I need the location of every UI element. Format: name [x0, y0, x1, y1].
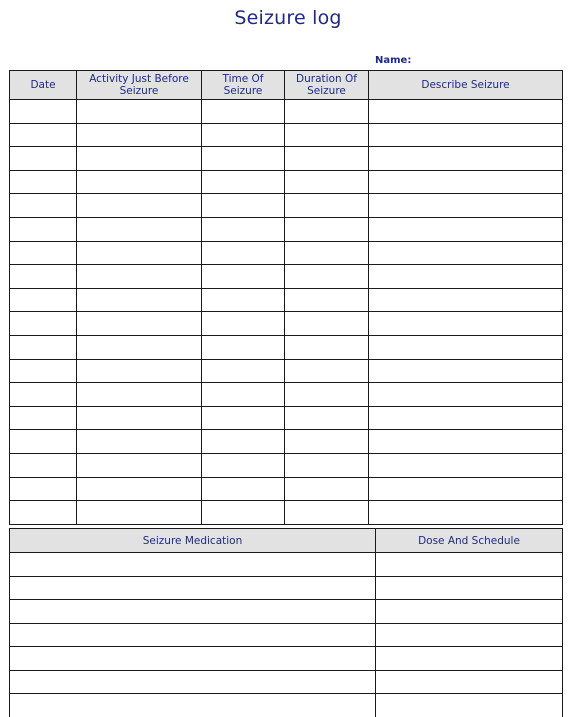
medication-entry-cell[interactable]	[10, 600, 376, 624]
medication-entry-cell[interactable]	[376, 670, 563, 694]
log-entry-cell[interactable]	[10, 100, 77, 124]
log-entry-cell[interactable]	[369, 430, 563, 454]
log-entry-cell[interactable]	[285, 147, 369, 171]
log-entry-row	[10, 430, 563, 454]
log-entry-cell[interactable]	[369, 335, 563, 359]
log-entry-cell[interactable]	[369, 477, 563, 501]
log-entry-cell[interactable]	[202, 453, 285, 477]
log-entry-row	[10, 359, 563, 383]
log-entry-cell[interactable]	[77, 406, 202, 430]
log-entry-cell[interactable]	[77, 241, 202, 265]
log-entry-cell[interactable]	[285, 123, 369, 147]
log-entry-cell[interactable]	[77, 100, 202, 124]
log-entry-cell[interactable]	[202, 383, 285, 407]
log-entry-row	[10, 335, 563, 359]
medication-table	[9, 528, 563, 717]
log-entry-cell[interactable]	[10, 406, 77, 430]
log-entry-cell[interactable]	[202, 335, 285, 359]
log-entry-row	[10, 123, 563, 147]
medication-body	[10, 553, 563, 717]
log-entry-cell[interactable]	[202, 217, 285, 241]
log-entry-cell[interactable]	[77, 501, 202, 525]
log-entry-cell[interactable]	[10, 359, 77, 383]
log-entry-cell[interactable]	[285, 288, 369, 312]
log-entry-cell[interactable]	[10, 453, 77, 477]
duration-header: Duration Of Seizure	[285, 71, 369, 100]
log-entry-cell[interactable]	[285, 477, 369, 501]
medication-entry-cell[interactable]	[376, 647, 563, 671]
log-entry-cell[interactable]	[10, 217, 77, 241]
medication-entry-cell[interactable]	[10, 647, 376, 671]
log-entry-cell[interactable]	[77, 217, 202, 241]
log-entry-cell[interactable]	[10, 123, 77, 147]
medication-entry-cell[interactable]	[376, 553, 563, 577]
log-entry-cell[interactable]	[202, 265, 285, 289]
log-entry-cell[interactable]	[10, 312, 77, 336]
log-entry-cell[interactable]	[202, 430, 285, 454]
log-entry-cell[interactable]	[285, 194, 369, 218]
medication-entry-cell[interactable]	[10, 576, 376, 600]
log-entry-cell[interactable]	[77, 123, 202, 147]
log-entry-cell[interactable]	[369, 359, 563, 383]
log-entry-row	[10, 453, 563, 477]
medication-entry-cell[interactable]	[376, 623, 563, 647]
log-entry-cell[interactable]	[285, 430, 369, 454]
log-entry-cell[interactable]	[202, 100, 285, 124]
log-entry-cell[interactable]	[369, 383, 563, 407]
log-entry-cell[interactable]	[369, 453, 563, 477]
medication-entry-row	[10, 623, 563, 647]
log-entry-cell[interactable]	[202, 359, 285, 383]
name-label: Name:	[375, 55, 411, 66]
log-entry-cell[interactable]	[10, 383, 77, 407]
log-entry-cell[interactable]	[369, 501, 563, 525]
log-entry-row	[10, 312, 563, 336]
log-entry-cell[interactable]	[369, 147, 563, 171]
log-entry-cell[interactable]	[285, 453, 369, 477]
log-entry-cell[interactable]	[369, 123, 563, 147]
log-entry-row	[10, 383, 563, 407]
log-entry-row	[10, 217, 563, 241]
log-entry-cell[interactable]	[369, 100, 563, 124]
log-entry-row	[10, 288, 563, 312]
log-entry-cell[interactable]	[77, 430, 202, 454]
medication-entry-cell[interactable]	[10, 694, 376, 717]
medication-header-row	[10, 529, 563, 553]
log-entry-cell[interactable]	[77, 170, 202, 194]
describe-seizure-header: Describe Seizure	[369, 71, 563, 100]
medication-entry-row	[10, 576, 563, 600]
log-entry-cell[interactable]	[10, 170, 77, 194]
log-entry-cell[interactable]	[202, 241, 285, 265]
log-entry-cell[interactable]	[285, 383, 369, 407]
log-entry-cell[interactable]	[369, 406, 563, 430]
log-entry-cell[interactable]	[285, 170, 369, 194]
log-entry-cell[interactable]	[369, 312, 563, 336]
medication-entry-cell[interactable]	[10, 553, 376, 577]
log-entry-cell[interactable]	[10, 430, 77, 454]
log-header-row	[10, 71, 563, 100]
page-title: Seizure log	[0, 7, 570, 29]
log-entry-cell[interactable]	[369, 288, 563, 312]
log-entry-cell[interactable]	[10, 265, 77, 289]
log-entry-cell[interactable]	[77, 265, 202, 289]
log-entry-cell[interactable]	[369, 217, 563, 241]
log-entry-row	[10, 100, 563, 124]
time-of-seizure-header: Time Of Seizure	[202, 71, 285, 100]
log-entry-cell[interactable]	[369, 265, 563, 289]
log-entry-cell[interactable]	[285, 335, 369, 359]
log-entry-cell[interactable]	[10, 288, 77, 312]
medication-entry-cell[interactable]	[376, 576, 563, 600]
log-entry-cell[interactable]	[202, 477, 285, 501]
log-entry-cell[interactable]	[202, 406, 285, 430]
log-entry-row	[10, 501, 563, 525]
log-entry-cell[interactable]	[285, 501, 369, 525]
log-entry-row	[10, 241, 563, 265]
medication-entry-cell[interactable]	[376, 600, 563, 624]
log-entry-cell[interactable]	[202, 147, 285, 171]
log-entry-row	[10, 194, 563, 218]
log-entry-cell[interactable]	[10, 194, 77, 218]
log-entry-cell[interactable]	[77, 477, 202, 501]
log-entry-cell[interactable]	[10, 335, 77, 359]
log-entry-cell[interactable]	[10, 241, 77, 265]
log-entry-cell[interactable]	[285, 406, 369, 430]
medication-entry-row	[10, 694, 563, 717]
log-entry-cell[interactable]	[202, 123, 285, 147]
seizure-log-table	[9, 70, 563, 525]
log-entry-cell[interactable]	[202, 194, 285, 218]
log-entry-cell[interactable]	[285, 312, 369, 336]
log-entry-cell[interactable]	[77, 335, 202, 359]
log-entry-cell[interactable]	[285, 100, 369, 124]
date-header: Date	[10, 71, 77, 100]
log-entry-cell[interactable]	[369, 170, 563, 194]
log-entry-cell[interactable]	[285, 359, 369, 383]
dose-schedule-header: Dose And Schedule	[376, 529, 563, 553]
medication-entry-row	[10, 670, 563, 694]
medication-entry-cell[interactable]	[10, 623, 376, 647]
log-entry-cell[interactable]	[77, 359, 202, 383]
log-entry-cell[interactable]	[202, 288, 285, 312]
medication-entry-row	[10, 600, 563, 624]
log-entry-cell[interactable]	[10, 147, 77, 171]
log-entry-cell[interactable]	[10, 477, 77, 501]
log-entry-row	[10, 406, 563, 430]
log-body	[10, 100, 563, 525]
log-entry-cell[interactable]	[77, 288, 202, 312]
seizure-medication-header: Seizure Medication	[10, 529, 376, 553]
log-entry-cell[interactable]	[202, 501, 285, 525]
log-entry-cell[interactable]	[77, 147, 202, 171]
log-entry-cell[interactable]	[285, 265, 369, 289]
medication-entry-cell[interactable]	[10, 670, 376, 694]
log-entry-row	[10, 170, 563, 194]
log-entry-cell[interactable]	[77, 453, 202, 477]
log-entry-cell[interactable]	[202, 312, 285, 336]
medication-entry-row	[10, 647, 563, 671]
log-entry-cell[interactable]	[202, 170, 285, 194]
log-entry-cell[interactable]	[77, 383, 202, 407]
medication-entry-row	[10, 553, 563, 577]
log-entry-cell[interactable]	[285, 217, 369, 241]
log-entry-row	[10, 477, 563, 501]
log-entry-cell[interactable]	[369, 241, 563, 265]
log-entry-cell[interactable]	[77, 194, 202, 218]
log-entry-cell[interactable]	[285, 241, 369, 265]
log-entry-cell[interactable]	[10, 501, 77, 525]
activity-before-header: Activity Just Before Seizure	[77, 71, 202, 100]
log-entry-row	[10, 147, 563, 171]
log-entry-cell[interactable]	[369, 194, 563, 218]
log-entry-cell[interactable]	[77, 312, 202, 336]
medication-entry-cell[interactable]	[376, 694, 563, 717]
log-entry-row	[10, 265, 563, 289]
